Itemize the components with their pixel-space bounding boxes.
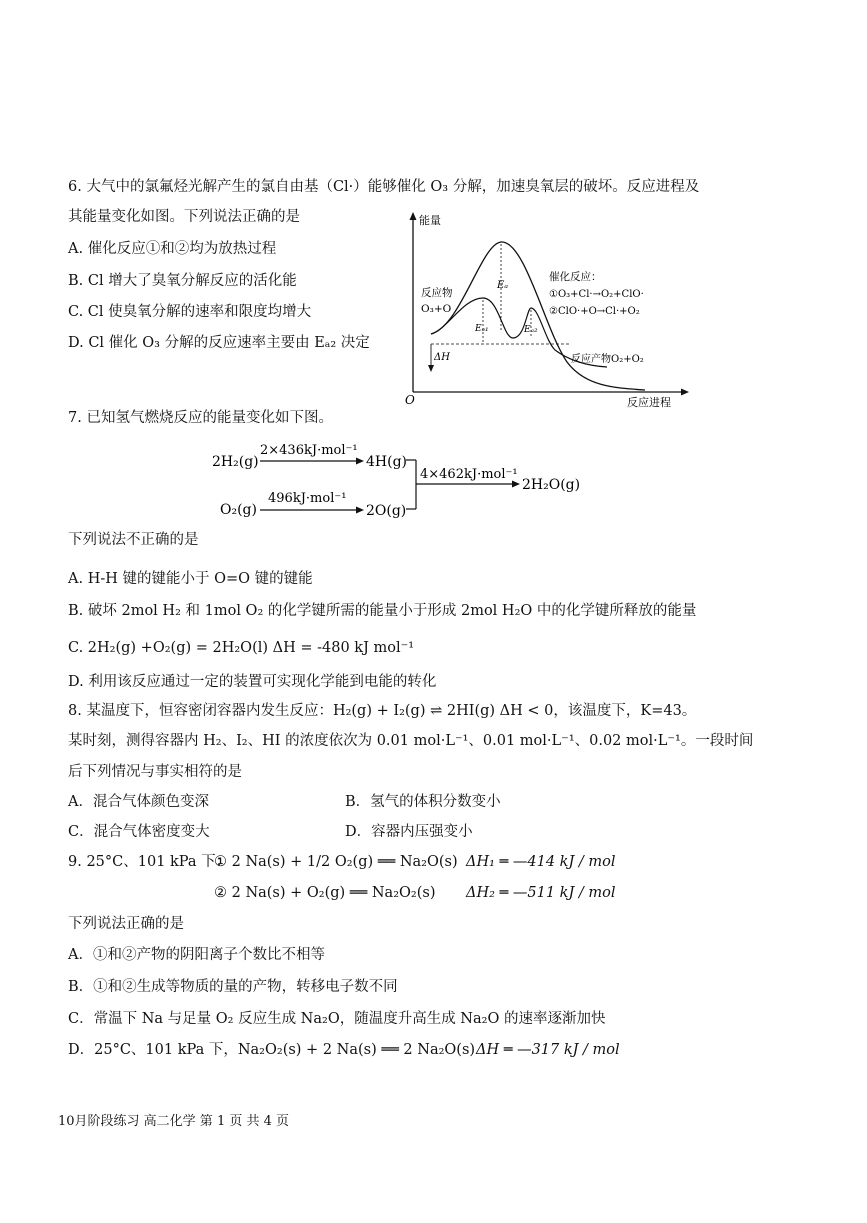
q6-option-a: A. 催化反应①和②均为放热过程: [68, 241, 277, 257]
products-label: 反应产物O₂+O₂: [571, 354, 644, 365]
q9-dh1: ΔH₁ ═ —414 kJ / mol: [466, 854, 616, 870]
q6-stem-line1: 6. 大气中的氯氟烃光解产生的氯自由基（Cl·）能够催化 O₃ 分解，加速臭氧层的破坏。反应进程及: [68, 179, 700, 195]
x-axis-arrow-icon: [681, 389, 689, 396]
bond-energy-diagram: [208, 438, 608, 524]
q7-option-d: D. 利用该反应通过一定的装置可实现化学能到电能的转化: [68, 674, 437, 690]
q9-reaction-2: ② 2 Na(s) + O₂(g) ══ Na₂O₂(s): [214, 885, 436, 901]
h-arrow-label: 2×436kJ·mol⁻¹: [260, 443, 358, 458]
y-axis-arrow-icon: [410, 212, 417, 220]
reactants-label: 反应物: [421, 287, 453, 299]
q9-ask: 下列说法正确的是: [68, 916, 184, 932]
q8-stem-line1: 8. 某温度下，恒容密闭容器内发生反应：H₂(g) + I₂(g) ⇌ 2HI(g) ΔH < 0，该温度下，K=43。: [68, 703, 697, 719]
q9-option-d: D．25°C、101 kPa 下，Na₂O₂(s) + 2 Na(s) ══ 2 Na₂O(s): [68, 1042, 476, 1058]
combine-label: 4×462kJ·mol⁻¹: [420, 467, 518, 482]
cat-reaction-1: ①O₃+Cl·→O₂+ClO·: [549, 289, 644, 300]
reactants-formula: O₃+O: [421, 303, 452, 315]
ea-label: Eₐ: [497, 280, 509, 291]
q9-option-c: C．常温下 Na 与足量 O₂ 反应生成 Na₂O，随温度升高生成 Na₂O 的速率逐渐加快: [68, 1011, 606, 1027]
x-axis-label: 反应进程: [627, 396, 671, 409]
o2-label: O₂(g): [220, 502, 257, 518]
ea2-label: Eₐ₂: [524, 325, 538, 335]
y-axis-label: 能量: [419, 214, 441, 227]
q7-ask: 下列说法不正确的是: [68, 532, 199, 548]
dh-arrow-head-icon: [428, 365, 434, 372]
q8-stem-line2: 某时刻，测得容器内 H₂、I₂、HI 的浓度依次为 0.01 mol·L⁻¹、0.01 mol·L⁻¹、0.02 mol·L⁻¹。一段时间: [68, 733, 754, 749]
o-arrow-head-icon: [356, 507, 364, 514]
q6-option-b: B. Cl 增大了臭氧分解反应的活化能: [68, 273, 297, 289]
o-atoms-label: 2O(g): [366, 503, 407, 519]
q7-option-c: C. 2H₂(g) +O₂(g) = 2H₂O(l) ΔH = -480 kJ mol⁻¹: [68, 640, 415, 656]
q9-option-d-dh: ΔH ═ —317 kJ / mol: [476, 1042, 620, 1058]
q8-option-c: C．混合气体密度变大: [68, 824, 210, 840]
q9-condition: 9. 25°C、101 kPa 下：: [68, 854, 231, 870]
q9-reaction-1: ① 2 Na(s) + 1/2 O₂(g) ══ Na₂O(s): [214, 854, 458, 870]
cat-reaction-2: ②ClO·+O→Cl·+O₂: [549, 306, 640, 317]
h-arrow-head-icon: [356, 458, 364, 465]
page-footer: 10月阶段练习 高二化学 第 1 页 共 4 页: [58, 1114, 290, 1129]
q9-option-a: A．①和②产物的阴阳离子个数比不相等: [68, 947, 325, 963]
o-arrow-label: 496kJ·mol⁻¹: [268, 491, 347, 506]
q7-stem: 7. 已知氢气燃烧反应的能量变化如下图。: [68, 410, 333, 426]
q7-option-b: B. 破坏 2mol H₂ 和 1mol O₂ 的化学键所需的能量小于形成 2mol H₂O 中的化学键所释放的能量: [68, 603, 697, 619]
dh-label: ΔH: [434, 352, 450, 363]
q8-option-d: D．容器内压强变小: [345, 824, 473, 840]
ea1-label: Eₐ₁: [475, 324, 489, 334]
h-atoms-label: 4H(g): [366, 454, 408, 470]
cat-title: 催化反应：: [549, 271, 602, 283]
energy-diagram: [395, 210, 695, 410]
q6-option-c: C. Cl 使臭氧分解的速率和限度均增大: [68, 304, 312, 320]
h2-label: 2H₂(g): [212, 454, 259, 470]
q6-option-d: D. Cl 催化 O₃ 分解的反应速率主要由 Eₐ₂ 决定: [68, 335, 370, 351]
q7-option-a: A. H-H 键的键能小于 O=O 键的键能: [68, 571, 313, 587]
water-label: 2H₂O(g): [522, 477, 581, 493]
origin-label: O: [405, 393, 415, 407]
q9-option-b: B．①和②生成等物质的量的产物，转移电子数不同: [68, 979, 398, 995]
q8-option-a: A．混合气体颜色变深: [68, 794, 209, 810]
q9-dh2: ΔH₂ ═ —511 kJ / mol: [466, 885, 616, 901]
q8-option-b: B．氢气的体积分数变小: [345, 794, 501, 810]
q6-stem-line2: 其能量变化如图。下列说法正确的是: [68, 209, 300, 225]
q8-stem-line3: 后下列情况与事实相符的是: [68, 764, 242, 780]
